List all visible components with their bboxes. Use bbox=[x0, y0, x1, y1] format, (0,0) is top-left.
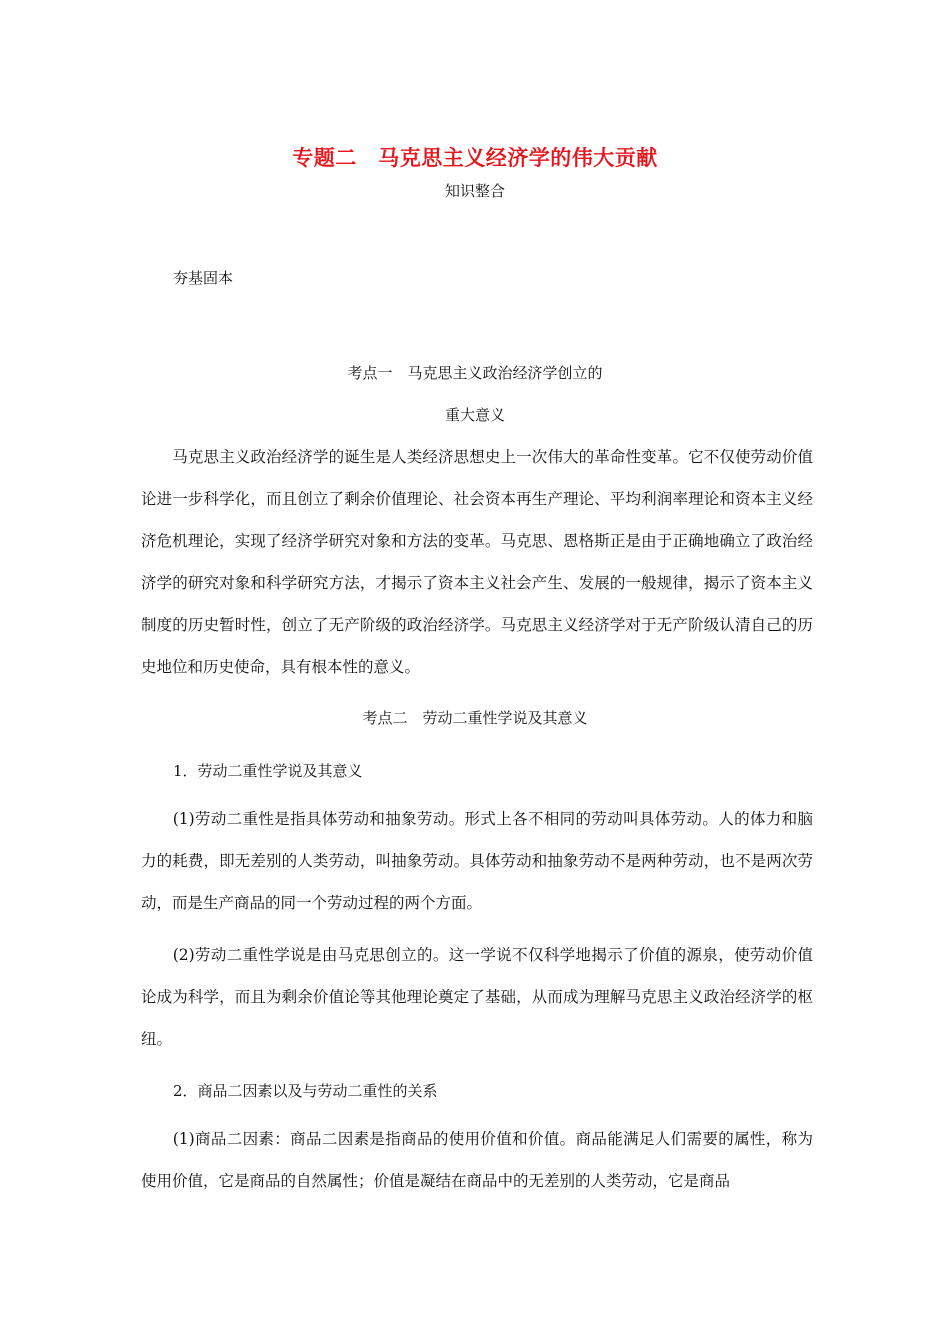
kaodian1-title-line2: 重大意义 bbox=[444, 406, 505, 424]
page-subtitle: 知识整合 bbox=[444, 182, 505, 200]
kaodian1-body: 马克思主义政治经济学的诞生是人类经济思想史上一次伟大的革命性变革。它不仅使劳动价值论进一步科学化，而且创立了剩余价值理论、社会资本再生产理论、平均利润率理论和资本主义经济危机理论，实现了经济学研究对象和方法的变革。马克思、恩格斯正是由于正确地确立了政治经济学的研究对象和科学研究方法，才揭示了资本主义社会产生、发展的一般规律，揭示了资本主义制度的历史暂时性，创立了无产阶级的政治经济学。马克思主义经济学对于无产阶级认清自己的历史地位和历史使命，具有根本性的意义。 bbox=[141, 448, 813, 676]
item1-heading: 1．劳动二重性学说及其意义 bbox=[173, 762, 363, 780]
item1-paragraph2: (2)劳动二重性学说是由马克思创立的。这一学说不仅科学地揭示了价值的源泉，使劳动价值论成为科学，而且为剩余价值论等其他理论奠定了基础，从而成为理解马克思主义政治经济学的枢纽。 bbox=[141, 946, 813, 1048]
item2-heading: 2．商品二因素以及与劳动二重性的关系 bbox=[173, 1082, 438, 1100]
item2-paragraph1: (1)商品二因素：商品二因素是指商品的使用价值和价值。商品能满足人们需要的属性，称为使用价值，它是商品的自然属性；价值是凝结在商品中的无差别的人类劳动，它是商品 bbox=[141, 1130, 813, 1190]
section-label: 夯基固本 bbox=[173, 269, 234, 287]
item1-paragraph1: (1)劳动二重性是指具体劳动和抽象劳动。形式上各不相同的劳动叫具体劳动。人的体力和脑力的耗费，即无差别的人类劳动，叫抽象劳动。具体劳动和抽象劳动不是两种劳动，也不是两次劳动，而是生产商品的同一个劳动过程的两个方面。 bbox=[141, 810, 813, 912]
page-title: 专题二 马克思主义经济学的伟大贡献 bbox=[292, 145, 658, 170]
kaodian1-title-line1: 考点一 马克思主义政治经济学创立的 bbox=[347, 364, 603, 382]
kaodian2-title: 考点二 劳动二重性学说及其意义 bbox=[362, 709, 588, 727]
